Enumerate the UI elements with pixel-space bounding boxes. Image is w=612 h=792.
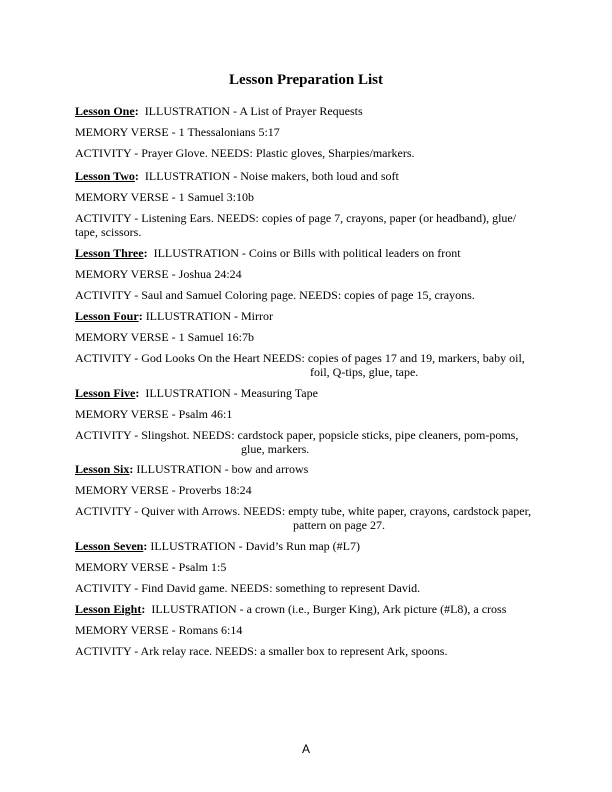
lesson-name: Lesson Six xyxy=(75,462,130,476)
activity-text: ACTIVITY - Ark relay race. NEEDS: a smaller box to represent Ark, spoons. xyxy=(75,644,448,658)
memory-verse: MEMORY VERSE - Joshua 24:24 xyxy=(75,267,242,281)
activity-text: ACTIVITY - Saul and Samuel Coloring page. NEEDS: copies of page 15, crayons. xyxy=(75,288,475,302)
lesson-heading: Lesson Two: ILLUSTRATION - Noise makers, both loud and soft xyxy=(75,169,399,183)
illustration-text: ILLUSTRATION - Mirror xyxy=(142,309,273,323)
illustration-text: ILLUSTRATION - Coins or Bills with political leaders on front xyxy=(147,246,461,260)
lesson-three xyxy=(75,246,545,302)
activity-text: ACTIVITY - Quiver with Arrows. NEEDS: empty tube, white paper, crayons, cardstock paper, xyxy=(75,504,532,518)
lesson-heading: Lesson One: ILLUSTRATION - A List of Prayer Requests xyxy=(75,104,363,118)
lesson-heading: Lesson Seven: ILLUSTRATION - David’s Run map (#L7) xyxy=(75,539,360,553)
activity-continuation: tape, scissors. xyxy=(75,225,142,239)
memory-verse: MEMORY VERSE - Proverbs 18:24 xyxy=(75,483,252,497)
page-title: Lesson Preparation List xyxy=(229,72,383,88)
lesson-four xyxy=(75,309,545,379)
memory-verse: MEMORY VERSE - Romans 6:14 xyxy=(75,623,243,637)
illustration-text: ILLUSTRATION - Noise makers, both loud and soft xyxy=(138,169,399,183)
lesson-name: Lesson Four xyxy=(75,309,139,323)
lesson-name: Lesson Eight xyxy=(75,602,142,616)
lesson-two xyxy=(75,169,545,239)
illustration-text: ILLUSTRATION - Measuring Tape xyxy=(139,386,318,400)
lesson-heading: Lesson Four: ILLUSTRATION - Mirror xyxy=(75,309,273,323)
lesson-name: Lesson Five xyxy=(75,386,136,400)
lesson-name: Lesson One xyxy=(75,104,135,118)
memory-verse: MEMORY VERSE - 1 Thessalonians 5:17 xyxy=(75,125,280,139)
illustration-text: ILLUSTRATION - bow and arrows xyxy=(133,462,309,476)
memory-verse: MEMORY VERSE - 1 Samuel 3:10b xyxy=(75,190,255,204)
activity-text: ACTIVITY - God Looks On the Heart NEEDS: copies of pages 17 and 19, markers, baby oil, xyxy=(75,351,525,365)
lesson-heading: Lesson Six: ILLUSTRATION - bow and arrows xyxy=(75,462,309,476)
lesson-heading: Lesson Five: ILLUSTRATION - Measuring Tape xyxy=(75,386,318,400)
activity-continuation: pattern on page 27. xyxy=(293,518,385,532)
activity-continuation: glue, markers. xyxy=(241,442,310,456)
lesson-one xyxy=(75,104,545,160)
lesson-eight xyxy=(75,602,545,658)
lesson-six xyxy=(75,462,545,532)
activity-text: ACTIVITY - Prayer Glove. NEEDS: Plastic gloves, Sharpies/markers. xyxy=(75,146,415,160)
lesson-five xyxy=(75,386,545,456)
lesson-seven xyxy=(75,539,545,595)
lesson-name: Lesson Three xyxy=(75,246,144,260)
lesson-heading: Lesson Three: ILLUSTRATION - Coins or Bills with political leaders on front xyxy=(75,246,461,260)
illustration-text: ILLUSTRATION - A List of Prayer Requests xyxy=(138,104,363,118)
memory-verse: MEMORY VERSE - Psalm 46:1 xyxy=(75,407,233,421)
illustration-text: ILLUSTRATION - David’s Run map (#L7) xyxy=(147,539,360,553)
illustration-text: ILLUSTRATION - a crown (i.e., Burger King), Ark picture (#L8), a cross xyxy=(145,602,507,616)
memory-verse: MEMORY VERSE - Psalm 1:5 xyxy=(75,560,227,574)
activity-text: ACTIVITY - Slingshot. NEEDS: cardstock paper, popsicle sticks, pipe cleaners, pom-poms, xyxy=(75,428,519,442)
lesson-heading: Lesson Eight: ILLUSTRATION - a crown (i.e., Burger King), Ark picture (#L8), a cross xyxy=(75,602,507,616)
activity-text: ACTIVITY - Listening Ears. NEEDS: copies of page 7, crayons, paper (or headband), glue/ xyxy=(75,211,517,225)
lesson-name: Lesson Seven xyxy=(75,539,144,553)
activity-text: ACTIVITY - Find David game. NEEDS: something to represent David. xyxy=(75,581,421,595)
page-footer-label: A xyxy=(301,742,310,756)
activity-continuation: foil, Q-tips, glue, tape. xyxy=(310,365,419,379)
lesson-name: Lesson Two xyxy=(75,169,135,183)
memory-verse: MEMORY VERSE - 1 Samuel 16:7b xyxy=(75,330,255,344)
